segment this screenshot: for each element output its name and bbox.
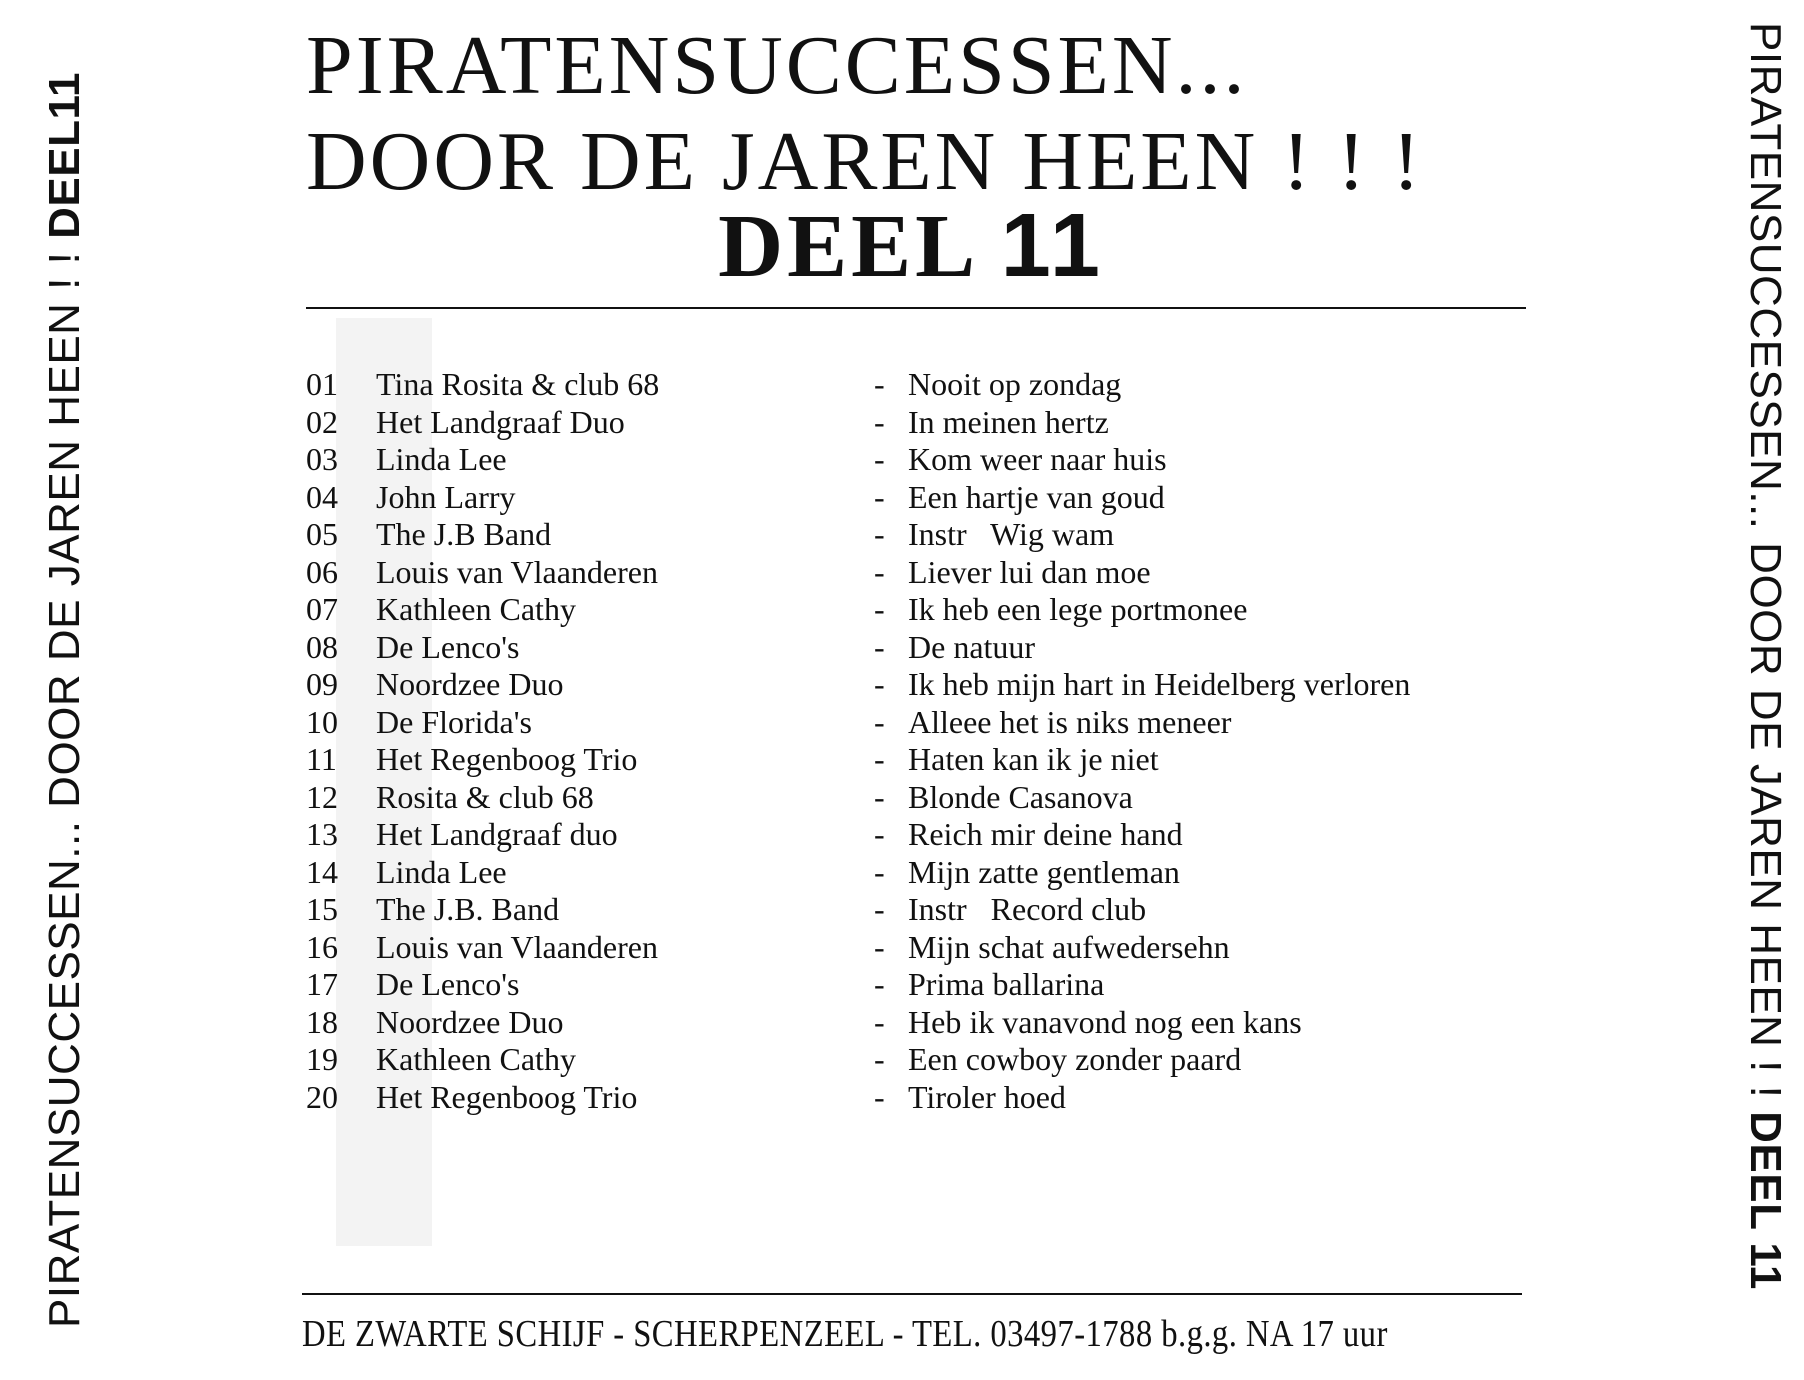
track-number: 20 [306,1078,338,1115]
track-artist: The J.B Band [376,516,552,552]
track-title: Blonde Casanova [908,778,1133,815]
track-row [306,366,1536,404]
track-row [306,404,1536,442]
track-separator: - [874,928,885,965]
track-number: 16 [306,928,338,965]
track-artist: The J.B. Band [376,891,560,927]
track-separator: - [874,816,885,852]
track-title: Tiroler hoed [908,1078,1066,1115]
track-title: Instr Wig wam [908,516,1115,552]
track-number: 14 [306,853,338,890]
right-spine-title: PIRATENSUCCESSEN... DOOR DE JAREN HEEN ! ! [1741,22,1790,1112]
track-number: 10 [306,703,338,740]
volume-word: DEEL [718,197,1001,296]
track-separator: - [874,628,885,665]
track-row [306,554,1536,592]
track-separator: - [874,441,885,477]
track-row [306,666,1536,704]
volume-number: 11 [1000,196,1104,296]
track-title: Een hartje van goud [908,478,1165,515]
track-row [306,741,1536,779]
track-number: 06 [306,553,338,590]
tracklist [306,366,1536,1116]
track-number: 17 [306,966,338,1002]
track-row [306,441,1536,479]
track-title: Reich mir deine hand [908,816,1183,852]
title-line-1: PIRATENSUCCESSEN... [306,19,1248,112]
track-title: Mijn zatte gentleman [908,853,1180,890]
track-artist: Linda Lee [376,853,507,890]
track-row [306,816,1536,854]
track-row [306,629,1536,667]
track-separator: - [874,891,885,927]
track-artist: Linda Lee [376,441,507,477]
track-row [306,704,1536,742]
track-number: 11 [306,741,337,777]
left-spine-volume: DEEL11 [40,72,89,239]
track-title: Liever lui dan moe [908,553,1151,590]
track-number: 04 [306,478,338,515]
track-artist: Louis van Vlaanderen [376,553,658,590]
track-artist: Noordzee Duo [376,1003,564,1040]
track-row [306,1041,1536,1079]
track-number: 02 [306,403,338,440]
track-title: Mijn schat aufwedersehn [908,928,1230,965]
track-artist: Het Regenboog Trio [376,741,638,777]
track-artist: Noordzee Duo [376,666,564,702]
track-separator: - [874,741,885,777]
track-separator: - [874,478,885,515]
track-title: Haten kan ik je niet [908,741,1159,777]
track-number: 07 [306,591,338,627]
track-artist: De Lenco's [376,966,520,1002]
track-separator: - [874,403,885,440]
track-number: 05 [306,516,338,552]
track-row [306,854,1536,892]
track-artist: Tina Rosita & club 68 [376,366,660,402]
right-spine-volume: DEEL 11 [1741,1111,1790,1290]
track-row [306,591,1536,629]
track-number: 12 [306,778,338,815]
track-row [306,779,1536,817]
track-row [306,966,1536,1004]
track-separator: - [874,966,885,1002]
track-title: Instr Record club [908,891,1147,927]
track-title: Ik heb een lege portmonee [908,591,1248,627]
track-number: 09 [306,666,338,702]
album-title [306,18,1536,210]
track-row [306,479,1536,517]
track-separator: - [874,366,885,402]
track-artist: Louis van Vlaanderen [376,928,658,965]
track-artist: Het Landgraaf Duo [376,403,625,440]
track-artist: John Larry [376,478,516,515]
track-row [306,1079,1536,1117]
track-separator: - [874,516,885,552]
track-separator: - [874,1003,885,1040]
track-number: 18 [306,1003,338,1040]
track-title: De natuur [908,628,1036,665]
track-separator: - [874,1041,885,1077]
track-title: In meinen hertz [908,403,1109,440]
track-title: Een cowboy zonder paard [908,1041,1242,1077]
track-row [306,516,1536,554]
track-title: Ik heb mijn hart in Heidelberg verloren [908,666,1411,702]
track-number: 19 [306,1041,338,1077]
track-row [306,891,1536,929]
track-title: Heb ik vanavond nog een kans [908,1003,1302,1040]
track-separator: - [874,1078,885,1115]
track-artist: Rosita & club 68 [376,778,594,815]
track-title: Alleee het is niks meneer [908,703,1232,740]
volume-heading [306,196,1516,297]
track-number: 15 [306,891,338,927]
track-separator: - [874,853,885,890]
title-line-2: DOOR DE JAREN HEEN ! ! ! [306,115,1424,208]
top-divider [306,307,1526,309]
track-artist: Kathleen Cathy [376,591,576,627]
track-title: Prima ballarina [908,966,1105,1002]
track-row [306,1004,1536,1042]
track-title: Nooit op zondag [908,366,1122,402]
track-row [306,929,1536,967]
left-spine-text [40,72,90,1328]
track-separator: - [874,703,885,740]
track-number: 08 [306,628,338,665]
track-artist: Het Landgraaf duo [376,816,618,852]
left-spine-title: PIRATENSUCCESSEN... DOOR DE JAREN HEEN ! ! [40,238,89,1328]
track-title: Kom weer naar huis [908,441,1167,477]
footer-contact: DE ZWARTE SCHIJF - SCHERPENZEEL - TEL. 03497-1788 b.g.g. NA 17 uur [302,1313,1388,1355]
track-artist: Kathleen Cathy [376,1041,576,1077]
track-number: 01 [306,366,338,402]
track-artist: Het Regenboog Trio [376,1078,638,1115]
bottom-divider [302,1293,1522,1295]
track-artist: De Lenco's [376,628,520,665]
track-artist: De Florida's [376,703,532,740]
track-number: 03 [306,441,338,477]
right-spine-text [1740,22,1790,1290]
track-separator: - [874,666,885,702]
track-separator: - [874,591,885,627]
track-number: 13 [306,816,338,852]
track-separator: - [874,778,885,815]
track-separator: - [874,553,885,590]
